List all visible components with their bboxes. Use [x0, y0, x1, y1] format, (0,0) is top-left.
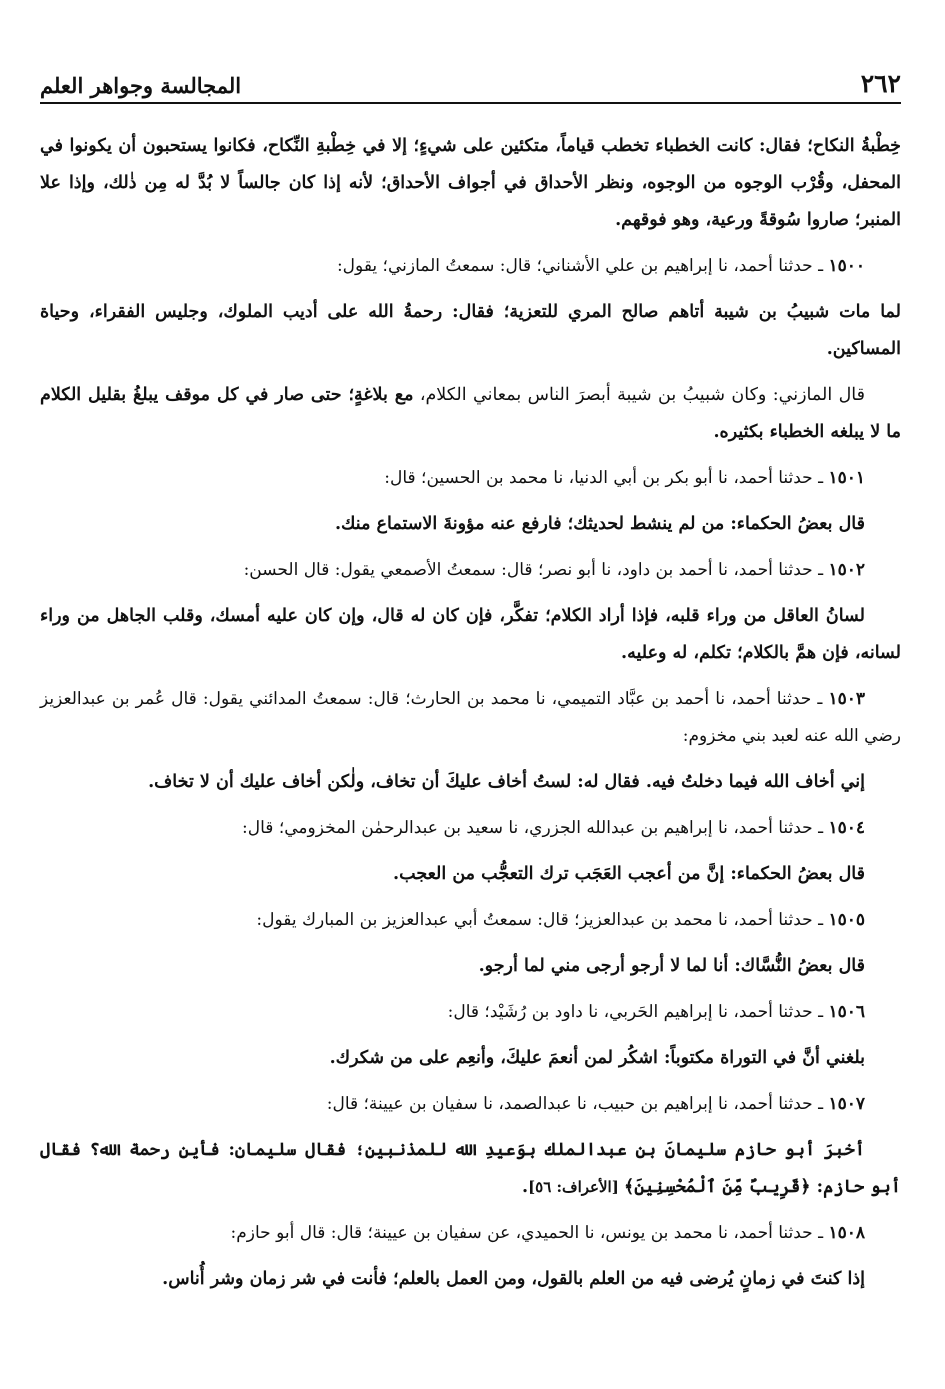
hadith-number: ١٥٠٨: [828, 1223, 865, 1243]
plain-text: قال المازني: وكان شبيبُ بن شيبة أبصرَ الناس بمعاني الكلام،: [413, 385, 865, 405]
isnad-text: ـ حدثنا أحمد، نا إبراهيم الحَربي، نا داود بن رُشَيْد؛ قال:: [447, 1002, 829, 1022]
page-header: [40, 62, 901, 104]
isnad-text: ـ حدثنا أحمد، نا أبو بكر بن أبي الدنيا، نا محمد بن الحسين؛ قال:: [384, 468, 829, 488]
page-body: [40, 128, 901, 1307]
text-paragraph: قال بعضُ النُّسَّاك: أنا لما لا أرجو أرجى مني لما أرجو.: [478, 956, 865, 976]
text-paragraph: خِطْبةُ النكاح؛ فقال: كانت الخطباء تخطب قياماً، متكئين على شيءٍ؛ إلا في خِطْبةِ النِّكاح، فكانوا يستحبون أن يكونوا في المحفل، وقُرْب الوجوه من الوجوه، ونظر الأحداق في أجواف الأحداق؛ لأنه إذا كان جالساً لا بُدَّ له مِن ذٰلك، وإذا علا المنبر؛ صاروا سُوقةً ورعية، وهو فوقهم.: [40, 136, 901, 230]
isnad-text: ـ حدثنا أحمد، نا إبراهيم بن حبيب، نا عبدالصمد، نا سفيان بن عيينة؛ قال:: [326, 1094, 829, 1114]
mixed-paragraph: [40, 377, 901, 451]
text-paragraph: لسانُ العاقل من وراء قلبه، فإذا أراد الكلام؛ تفكَّر، فإن كان له قال، وإن كان عليه أمسك، وقلب الجاهل من وراء لسانه، فإن همَّ بالكلام؛ تكلم، له وعليه.: [40, 606, 901, 663]
isnad-text: ـ حدثنا أحمد، نا محمد بن عبدالعزيز؛ قال: سمعتُ أبي عبدالعزيز بن المبارك يقول:: [256, 910, 829, 930]
isnad-1502: [40, 552, 901, 589]
page-number: ٢٦٢: [860, 69, 901, 98]
isnad-1501: [40, 460, 901, 497]
isnad-text: ـ حدثنا أحمد، نا محمد بن يونس، نا الحميدي، عن سفيان بن عيينة؛ قال: قال أبو حازم:: [230, 1223, 829, 1243]
isnad-1503: [40, 681, 901, 755]
text-paragraph: لما مات شبيبُ بن شيبة أتاهم صالح المري للتعزية؛ فقال: رحمةُ الله على أديب الملوك، وجليس الفقراء، وحياة المساكين.: [40, 302, 901, 359]
isnad-1505: [40, 902, 901, 939]
hadith-number: ١٥٠٥: [828, 910, 865, 930]
isnad-text: ـ حدثنا أحمد، نا إبراهيم بن علي الأشناني؛ قال: سمعتُ المازني؛ يقول:: [336, 256, 829, 276]
hadith-number: ١٥٠٠: [828, 256, 865, 276]
text-paragraph: بلغني أنَّ في التوراة مكتوباً: اشكُر لمن أنعمَ عليكَ، وأنعِم على من شكرك.: [329, 1048, 865, 1068]
hadith-number: ١٥٠٦: [828, 1002, 865, 1022]
quran-lead-text: أخبرَ أبو حازم سليمانَ بن عبدالملك بوَعيدِ الله للمذنبين؛ فقال سليمان: فأين رحمة الله؟ فقال أبو حازم:: [40, 1140, 901, 1197]
verse-reference: [الأعراف: ٥٦]: [528, 1178, 625, 1196]
isnad-1506: [40, 994, 901, 1031]
bold-text: مع بلاغةٍ؛ حتى صار في كل موقف يبلغُ بقليل الكلام ما لا يبلغه الخطباء بكثيره.: [40, 385, 901, 442]
hadith-number: ١٥٠١: [828, 468, 865, 488]
isnad-1500: [40, 248, 901, 285]
quran-paragraph: [40, 1132, 901, 1206]
hadith-number: ١٥٠٢: [828, 560, 865, 580]
isnad-1508: [40, 1215, 901, 1252]
hadith-number: ١٥٠٧: [828, 1094, 865, 1114]
text-paragraph: إذا كنتَ في زمانٍ يُرضى فيه من العلم بالقول، ومن العمل بالعلم؛ فأنت في شر زمان وشر أُناس.: [162, 1269, 865, 1289]
isnad-text: ـ حدثنا أحمد، نا أحمد بن عبَّاد التميمي، نا محمد بن الحارث؛ قال: سمعتُ المدائني يقول: قال عُمر بن عبدالعزيز رضي الله عنه لعبد بني مخزوم:: [40, 689, 901, 746]
book-title: المجالسة وجواهر العلم: [40, 73, 242, 98]
closing-period: .: [521, 1177, 529, 1197]
text-paragraph: قال بعضُ الحكماء: إنَّ من أعجب العَجَب ترك التعجُّب من العجب.: [393, 864, 865, 884]
isnad-text: ـ حدثنا أحمد، نا إبراهيم بن عبدالله الجزري، نا سعيد بن عبدالرحمٰن المخزومي؛ قال:: [242, 818, 829, 838]
text-paragraph: قال بعضُ الحكماء: من لم ينشط لحديثك؛ فارفع عنه مؤونةَ الاستماع منك.: [334, 514, 865, 534]
isnad-1504: [40, 810, 901, 847]
text-paragraph: إني أخاف الله فيما دخلتُ فيه. فقال له: لستُ أخاف عليكَ أن تخاف، ولٰكن أخاف عليك أن لا تخاف.: [148, 772, 865, 792]
isnad-1507: [40, 1086, 901, 1123]
isnad-text: ـ حدثنا أحمد، نا أحمد بن داود، نا أبو نصر؛ قال: سمعتُ الأصمعي يقول: قال الحسن:: [243, 560, 829, 580]
quran-verse: ﴿قَرِيبٌ مِّنَ ٱلْمُحْسِنِينَ﴾: [624, 1177, 811, 1197]
hadith-number: ١٥٠٣: [828, 689, 865, 709]
hadith-number: ١٥٠٤: [828, 818, 865, 838]
